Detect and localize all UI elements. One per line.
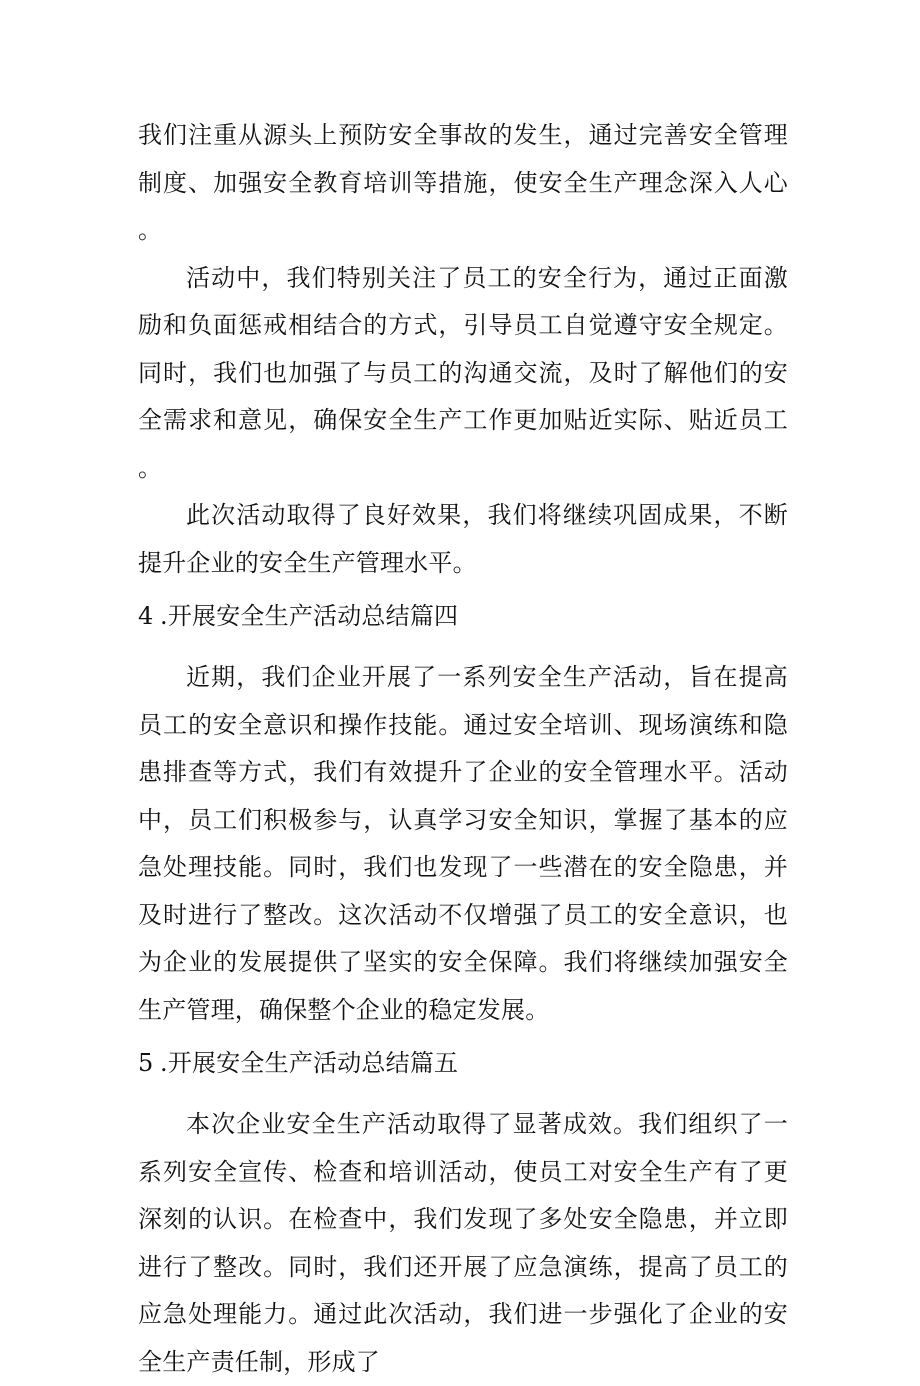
paragraph-3: 此次活动取得了良好效果，我们将继续巩固成果，不断提升企业的安全生产管理水平。 xyxy=(138,501,788,577)
section-number: 5 xyxy=(138,1049,154,1077)
document-body xyxy=(138,112,788,1386)
paragraph-2: 活动中，我们特别关注了员工的安全行为，通过正面激励和负面惩戒相结合的方式，引导员工自觉遵守安全规定。同时，我们也加强了与员工的沟通交流，及时了解他们的安全需求和意见，确保安全生产工作更加贴近实际、贴近员工。 xyxy=(138,263,788,482)
section-number: 4 xyxy=(138,602,154,630)
paragraph-5: 本次企业安全生产活动取得了显著成效。我们组织了一系列安全宣传、检查和培训活动，使员工对安全生产有了更深刻的认识。在检查中，我们发现了多处安全隐患，并立即进行了整改。同时，我们还开展了应急演练，提高了员工的应急处理能力。通过此次活动，我们进一步强化了企业的安全生产责任制，形成了 xyxy=(138,1110,788,1376)
paragraph-1: 我们注重从源头上预防安全事故的发生，通过完善安全管理制度、加强安全教育培训等措施，使安全生产理念深入人心。 xyxy=(138,121,788,244)
section-heading-5 xyxy=(138,1040,788,1087)
section-heading-4 xyxy=(138,593,788,640)
section-title: .开展安全生产活动总结篇五 xyxy=(160,1049,459,1077)
section-title: .开展安全生产活动总结篇四 xyxy=(160,602,459,630)
paragraph-4: 近期，我们企业开展了一系列安全生产活动，旨在提高员工的安全意识和操作技能。通过安全培训、现场演练和隐患排查等方式，我们有效提升了企业的安全管理水平。活动中，员工们积极参与，认真学习安全知识，掌握了基本的应急处理技能。同时，我们也发现了一些潜在的安全隐患，并及时进行了整改。这次活动不仅增强了员工的安全意识，也为企业的发展提供了坚实的安全保障。我们将继续加强安全生产管理，确保整个企业的稳定发展。 xyxy=(138,663,788,1024)
